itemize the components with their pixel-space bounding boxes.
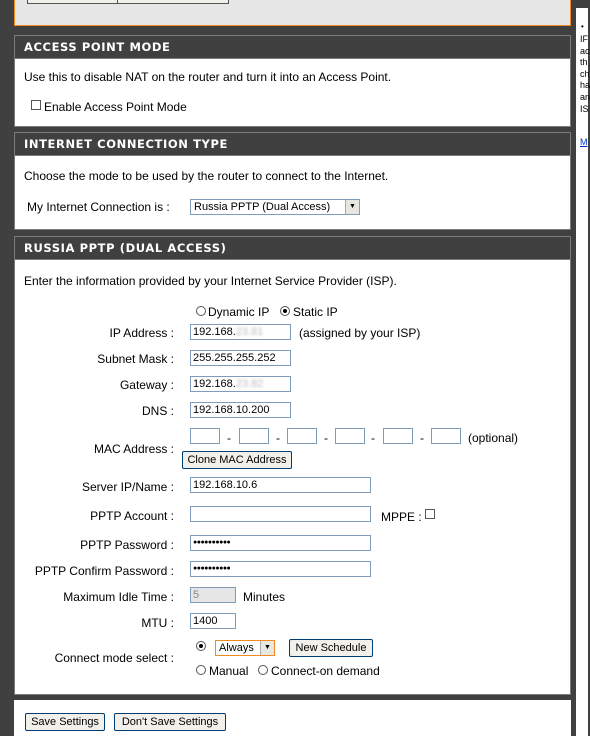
internet-connection-type-panel bbox=[14, 132, 571, 230]
footer-bar bbox=[14, 700, 571, 736]
enable-access-point-label: Enable Access Point Mode bbox=[44, 100, 187, 114]
pptp-description: Enter the information provided by your Internet Service Provider (ISP). bbox=[24, 274, 397, 288]
dns-label: DNS : bbox=[141, 404, 174, 418]
connection-type-label: My Internet Connection is : bbox=[27, 200, 170, 214]
mac-optional-hint: (optional) bbox=[468, 431, 519, 445]
mac-octet-6[interactable] bbox=[431, 428, 461, 444]
schedule-select[interactable]: Always ▼ bbox=[215, 640, 275, 656]
server-ip-input[interactable]: 192.168.10.6 bbox=[190, 477, 371, 493]
save-settings-button[interactable]: Save Settings bbox=[25, 713, 105, 731]
top-panel-remnant bbox=[14, 0, 571, 26]
mppe-label: MPPE : bbox=[381, 510, 422, 524]
new-schedule-button[interactable]: New Schedule bbox=[289, 639, 373, 657]
subnet-mask-input[interactable]: 255.255.255.252 bbox=[190, 350, 291, 366]
idle-time-input[interactable]: 5 bbox=[190, 587, 236, 603]
help-bullet: • bbox=[581, 22, 584, 31]
mac-separator: - bbox=[276, 431, 280, 445]
ip-address-label: IP Address : bbox=[109, 326, 174, 340]
pptp-confirm-password-input[interactable]: ●●●●●●●●●● bbox=[190, 561, 371, 577]
pptp-password-input[interactable]: ●●●●●●●●●● bbox=[190, 535, 371, 551]
mac-separator: - bbox=[227, 431, 231, 445]
enable-access-point-checkbox[interactable] bbox=[31, 100, 41, 110]
dynamic-ip-label: Dynamic IP bbox=[208, 305, 270, 319]
connection-type-select[interactable]: Russia PPTP (Dual Access) ▼ bbox=[190, 199, 360, 215]
static-ip-radio[interactable] bbox=[280, 306, 290, 316]
dynamic-ip-radio[interactable] bbox=[196, 306, 206, 316]
mac-separator: - bbox=[371, 431, 375, 445]
dns-input[interactable]: 192.168.10.200 bbox=[190, 402, 291, 418]
ip-address-input[interactable]: 192.168.23.81 bbox=[190, 324, 291, 340]
static-ip-label: Static IP bbox=[293, 305, 338, 319]
connect-mode-label: Connect mode select : bbox=[54, 651, 174, 665]
mac-octet-4[interactable] bbox=[335, 428, 365, 444]
connection-type-description: Choose the mode to be used by the router to connect to the Internet. bbox=[24, 169, 389, 183]
help-sidebar bbox=[576, 0, 588, 736]
pptp-account-label: PPTP Account : bbox=[90, 509, 174, 523]
mac-separator: - bbox=[420, 431, 424, 445]
mtu-input[interactable]: 1400 bbox=[190, 613, 236, 629]
idle-time-label: Maximum Idle Time : bbox=[63, 590, 174, 604]
connect-always-radio[interactable] bbox=[196, 641, 206, 651]
russia-pptp-title: RUSSIA PPTP (DUAL ACCESS) bbox=[15, 237, 570, 260]
mppe-checkbox[interactable] bbox=[425, 509, 435, 519]
help-more-link[interactable]: M bbox=[580, 137, 588, 147]
chevron-down-icon[interactable]: ▼ bbox=[345, 200, 359, 214]
connect-on-demand-label: Connect-on demand bbox=[271, 664, 380, 678]
russia-pptp-panel bbox=[14, 236, 571, 695]
internet-connection-type-title: INTERNET CONNECTION TYPE bbox=[15, 133, 570, 156]
mac-octet-2[interactable] bbox=[239, 428, 269, 444]
access-point-mode-title: ACCESS POINT MODE bbox=[15, 36, 570, 59]
connect-manual-radio[interactable] bbox=[196, 665, 206, 675]
mac-separator: - bbox=[324, 431, 328, 445]
pptp-password-label: PPTP Password : bbox=[80, 538, 174, 552]
mac-address-label: MAC Address : bbox=[93, 442, 174, 456]
mac-octet-1[interactable] bbox=[190, 428, 220, 444]
top-button-2[interactable] bbox=[117, 0, 229, 4]
server-ip-label: Server IP/Name : bbox=[81, 480, 174, 494]
access-point-description: Use this to disable NAT on the router and turn it into an Access Point. bbox=[24, 70, 392, 84]
mtu-label: MTU : bbox=[141, 616, 174, 630]
connect-manual-label: Manual bbox=[209, 664, 249, 678]
top-button-1[interactable] bbox=[27, 0, 125, 4]
connect-on-demand-radio[interactable] bbox=[258, 665, 268, 675]
pptp-account-input[interactable] bbox=[190, 506, 371, 522]
chevron-down-icon[interactable]: ▼ bbox=[260, 641, 274, 655]
gateway-label: Gateway : bbox=[119, 378, 174, 392]
subnet-mask-label: Subnet Mask : bbox=[97, 352, 174, 366]
gateway-input[interactable]: 192.168.23.82 bbox=[190, 376, 291, 392]
pptp-confirm-password-label: PPTP Confirm Password : bbox=[34, 564, 174, 578]
ip-address-hint: (assigned by your ISP) bbox=[299, 326, 421, 340]
idle-time-unit: Minutes bbox=[243, 590, 286, 604]
access-point-mode-panel bbox=[14, 35, 571, 127]
help-text-fragment: IF ac th ch ha an IS bbox=[580, 34, 590, 114]
mac-octet-5[interactable] bbox=[383, 428, 413, 444]
clone-mac-address-button[interactable]: Clone MAC Address bbox=[182, 451, 292, 469]
dont-save-settings-button[interactable]: Don't Save Settings bbox=[114, 713, 226, 731]
mac-octet-3[interactable] bbox=[287, 428, 317, 444]
